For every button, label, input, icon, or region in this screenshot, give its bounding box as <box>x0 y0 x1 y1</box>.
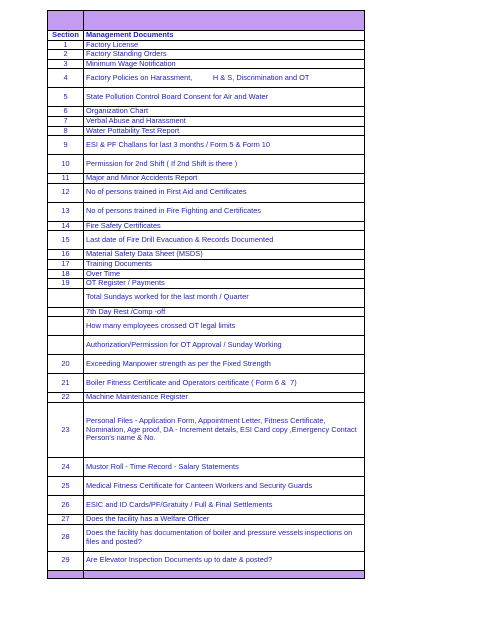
document-label-cell: Does the facility has documentation of boiler and pressure vessels inspections on files and posted? <box>84 524 365 551</box>
column-header-row <box>48 31 365 41</box>
table-row <box>48 288 365 307</box>
section-number-cell: 7 <box>48 116 84 126</box>
section-number-cell: 3 <box>48 59 84 69</box>
section-number-cell: 15 <box>48 231 84 250</box>
section-number-cell: 19 <box>48 279 84 289</box>
table-row <box>48 476 365 495</box>
document-label-cell: Over Time <box>84 269 365 279</box>
section-number-cell: 1 <box>48 40 84 50</box>
document-label-cell: Training Documents <box>84 259 365 269</box>
section-number-cell: 23 <box>48 402 84 457</box>
section-number-cell: 28 <box>48 524 84 551</box>
section-number-cell: 13 <box>48 202 84 221</box>
document-label-cell: Personal Files - Application Form, Appointment Letter, Fitness Certificate, Nomination, Age proof, DA - Increment details, ESI Card copy ,Emergency Contact Person's name & No. <box>84 402 365 457</box>
document-label-cell: Are Elevator Inspection Documents up to date & posted? <box>84 551 365 570</box>
document-label-cell: Factory Standing Orders <box>84 50 365 60</box>
table-row <box>48 155 365 174</box>
document-label-cell: How many employees crossed OT legal limits <box>84 317 365 336</box>
footer-band-cell-documents <box>84 570 365 578</box>
document-label-cell: Material Safety Data Sheet (MSDS) <box>84 250 365 260</box>
section-column-header: Section <box>48 31 84 41</box>
document-label-cell: Minimum Wage Notification <box>84 59 365 69</box>
section-number-cell: 17 <box>48 259 84 269</box>
footer-band-cell-section <box>48 570 84 578</box>
table-row <box>48 514 365 524</box>
document-label-cell: Factory Policies on Harassment, H & S, Discrimination and OT <box>84 69 365 88</box>
section-number-cell: 10 <box>48 155 84 174</box>
document-label-cell: 7th Day Rest /Comp -off <box>84 307 365 317</box>
table-row <box>48 259 365 269</box>
table-row <box>48 402 365 457</box>
section-number-cell: 22 <box>48 393 84 403</box>
documents-column-header: Management Documents <box>84 31 365 41</box>
section-number-cell: 6 <box>48 107 84 117</box>
section-number-cell <box>48 336 84 355</box>
table-row <box>48 116 365 126</box>
document-label-cell: No of persons trained in Fire Fighting and Certificates <box>84 202 365 221</box>
management-documents-table <box>47 10 365 579</box>
section-number-cell: 24 <box>48 457 84 476</box>
header-band-row <box>48 11 365 31</box>
section-number-cell: 25 <box>48 476 84 495</box>
document-label-cell: Fire Safety Certificates <box>84 221 365 231</box>
document-label-cell: Boiler Fitness Certificate and Operators certificate ( Form 6 & 7) <box>84 374 365 393</box>
table-row <box>48 307 365 317</box>
section-number-cell <box>48 317 84 336</box>
table-row <box>48 524 365 551</box>
table-row <box>48 551 365 570</box>
document-label-cell: No of persons trained in First Aid and Certificates <box>84 183 365 202</box>
table-row <box>48 495 365 514</box>
table-row <box>48 126 365 136</box>
table-row <box>48 279 365 289</box>
footer-band-row <box>48 570 365 578</box>
table-row <box>48 250 365 260</box>
header-band-cell-section <box>48 11 84 31</box>
section-number-cell: 2 <box>48 50 84 60</box>
document-label-cell: Major and Minor Accidents Report <box>84 174 365 184</box>
section-number-cell: 8 <box>48 126 84 136</box>
section-number-cell: 14 <box>48 221 84 231</box>
table-row <box>48 174 365 184</box>
document-label-cell: Total Sundays worked for the last month / Quarter <box>84 288 365 307</box>
section-number-cell: 18 <box>48 269 84 279</box>
section-number-cell: 11 <box>48 174 84 184</box>
section-number-cell: 4 <box>48 69 84 88</box>
document-label-cell: Permission for 2nd Shift ( If 2nd Shift is there ) <box>84 155 365 174</box>
table-row <box>48 40 365 50</box>
document-label-cell: Organization Chart <box>84 107 365 117</box>
section-number-cell: 9 <box>48 136 84 155</box>
document-label-cell: Factory License <box>84 40 365 50</box>
table-row <box>48 202 365 221</box>
document-label-cell: Mustor Roll - Time Record - Salary Statements <box>84 457 365 476</box>
section-number-cell: 20 <box>48 355 84 374</box>
section-number-cell <box>48 288 84 307</box>
document-label-cell: Water Pottability Test Report <box>84 126 365 136</box>
table-row <box>48 393 365 403</box>
table-row <box>48 374 365 393</box>
section-number-cell: 5 <box>48 88 84 107</box>
header-band-cell-documents <box>84 11 365 31</box>
document-label-cell: Exceeding Manpower strength as per the Fixed Strength <box>84 355 365 374</box>
table-row <box>48 107 365 117</box>
document-label-cell: ESI & PF Challans for last 3 months / Form 5 & Form 10 <box>84 136 365 155</box>
document-label-cell: Medical Fitness Certificate for Canteen Workers and Security Guards <box>84 476 365 495</box>
table-row <box>48 221 365 231</box>
section-number-cell: 12 <box>48 183 84 202</box>
table-row <box>48 136 365 155</box>
table-row <box>48 355 365 374</box>
document-label-cell: Does the facility has a Welfare Officer <box>84 514 365 524</box>
document-label-cell: State Pollution Control Board Consent for Air and Water <box>84 88 365 107</box>
table-row <box>48 231 365 250</box>
document-label-cell: Authorization/Permission for OT Approval / Sunday Working <box>84 336 365 355</box>
table-row <box>48 59 365 69</box>
table-row <box>48 50 365 60</box>
table-row <box>48 457 365 476</box>
section-number-cell: 29 <box>48 551 84 570</box>
table-row <box>48 88 365 107</box>
section-number-cell <box>48 307 84 317</box>
document-label-cell: Verbal Abuse and Harassment <box>84 116 365 126</box>
table-row <box>48 336 365 355</box>
table-row <box>48 317 365 336</box>
table-row <box>48 269 365 279</box>
section-number-cell: 27 <box>48 514 84 524</box>
document-label-cell: Machine Maintenance Register <box>84 393 365 403</box>
section-number-cell: 21 <box>48 374 84 393</box>
section-number-cell: 26 <box>48 495 84 514</box>
section-number-cell: 16 <box>48 250 84 260</box>
document-label-cell: Last date of Fire Drill Evacuation & Records Documented <box>84 231 365 250</box>
table-row <box>48 183 365 202</box>
table-row <box>48 69 365 88</box>
document-label-cell: OT Register / Payments <box>84 279 365 289</box>
document-label-cell: ESIC and ID Cards/PF/Gratuity / Full & Final Settlements <box>84 495 365 514</box>
